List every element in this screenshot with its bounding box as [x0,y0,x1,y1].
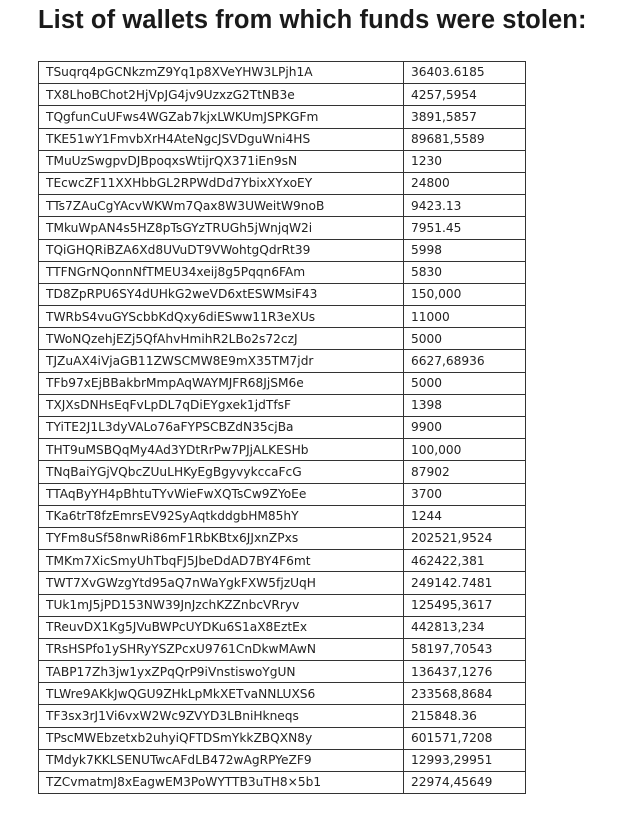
wallet-address-cell: TWRbS4vuGYScbbKdQxy6diESww11R3eXUs [39,306,404,328]
table-row [39,62,526,84]
wallet-amount-cell: 125495,3617 [404,594,526,616]
wallet-address-cell: TKa6trT8fzEmrsEV92SyAqtkddgbHM85hY [39,505,404,527]
wallet-amount-cell: 22974,45649 [404,772,526,794]
wallet-address-cell: TMKm7XicSmyUhTbqFJ5JbeDdAD7BY4F6mt [39,550,404,572]
wallet-amount-cell: 9900 [404,417,526,439]
wallet-address-cell: TNqBaiYGjVQbcZUuLHKyEgBgyvykccaFcG [39,461,404,483]
wallet-amount-cell: 5000 [404,372,526,394]
wallet-amount-cell: 100,000 [404,439,526,461]
wallet-address-cell: TZCvmatmJ8xEagwEM3PoWYTTB3uTH8×5b1 [39,772,404,794]
wallet-address-cell: TYiTE2J1L3dyVALo76aFYPSCBZdN35cjBa [39,417,404,439]
table-row [39,683,526,705]
table-row [39,417,526,439]
wallet-address-cell: TF3sx3rJ1Vi6vxW2Wc9ZVYD3LBniHkneqs [39,705,404,727]
wallet-amount-cell: 89681,5589 [404,128,526,150]
wallet-amount-cell: 442813,234 [404,616,526,638]
wallet-address-cell: TKE51wY1FmvbXrH4AteNgcJSVDguWni4HS [39,128,404,150]
table-row [39,461,526,483]
table-row [39,572,526,594]
wallet-amount-cell: 5000 [404,328,526,350]
wallet-amount-cell: 215848.36 [404,705,526,727]
table-row [39,550,526,572]
wallet-address-cell: TTFNGrNQonnNfTMEU34xeij8g5Pqqn6FAm [39,261,404,283]
wallet-address-cell: TWoNQzehjEZj5QfAhvHmihR2LBo2s72czJ [39,328,404,350]
wallet-amount-cell: 1230 [404,150,526,172]
table-row [39,150,526,172]
table-row [39,283,526,305]
wallet-amount-cell: 233568,8684 [404,683,526,705]
wallet-amount-cell: 36403.6185 [404,62,526,84]
wallet-amount-cell: 24800 [404,172,526,194]
wallet-address-cell: TTAqByYH4pBhtuTYvWieFwXQTsCw9ZYoEe [39,483,404,505]
wallet-address-cell: TEcwcZF11XXHbbGL2RPWdDd7YbixXYxoEY [39,172,404,194]
wallet-amount-cell: 3700 [404,483,526,505]
table-row [39,594,526,616]
wallet-address-cell: TYFm8uSf58nwRi86mF1RbKBtx6JJxnZPxs [39,527,404,549]
wallet-amount-cell: 58197,70543 [404,638,526,660]
table-row [39,239,526,261]
wallet-address-cell: TMdyk7KKLSENUTwcAFdLB472wAgRPYeZF9 [39,749,404,771]
table-row [39,772,526,794]
wallet-address-cell: TABP17Zh3jw1yxZPqQrP9iVnstiswoYgUN [39,661,404,683]
wallet-address-cell: TTs7ZAuCgYAcvWKWm7Qax8W3UWeitW9noB [39,195,404,217]
table-row [39,172,526,194]
table-row [39,106,526,128]
wallet-amount-cell: 136437,1276 [404,661,526,683]
table-row [39,306,526,328]
wallet-address-cell: TWT7XvGWzgYtd95aQ7nWaYgkFXW5fjzUqH [39,572,404,594]
wallets-table-body [39,62,526,794]
wallet-amount-cell: 9423.13 [404,195,526,217]
wallet-address-cell: TQgfunCuUFws4WGZab7kjxLWKUmJSPKGFm [39,106,404,128]
wallet-amount-cell: 150,000 [404,283,526,305]
wallet-amount-cell: 6627,68936 [404,350,526,372]
wallet-address-cell: TLWre9AKkJwQGU9ZHkLpMkXETvaNNLUXS6 [39,683,404,705]
table-row [39,439,526,461]
table-row [39,638,526,660]
table-row [39,394,526,416]
wallet-address-cell: TQiGHQRiBZA6Xd8UVuDT9VWohtgQdrRt39 [39,239,404,261]
wallet-address-cell: TMkuWpAN4s5HZ8pTsGYzTRUGh5jWnjqW2i [39,217,404,239]
table-row [39,217,526,239]
wallet-amount-cell: 1398 [404,394,526,416]
table-row [39,505,526,527]
table-row [39,350,526,372]
wallet-amount-cell: 5830 [404,261,526,283]
wallet-address-cell: TMuUzSwgpvDJBpoqxsWtijrQX371iEn9sN [39,150,404,172]
wallet-amount-cell: 4257,5954 [404,84,526,106]
table-row [39,749,526,771]
wallet-amount-cell: 11000 [404,306,526,328]
wallet-address-cell: TJZuAX4iVjaGB11ZWSCMW8E9mX35TM7jdr [39,350,404,372]
table-row [39,84,526,106]
wallet-amount-cell: 462422,381 [404,550,526,572]
table-row [39,261,526,283]
wallet-amount-cell: 5998 [404,239,526,261]
table-row [39,128,526,150]
wallet-address-cell: THT9uMSBQqMy4Ad3YDtRrPw7PJjALKESHb [39,439,404,461]
wallet-address-cell: TD8ZpRPU6SY4dUHkG2weVD6xtESWMsiF43 [39,283,404,305]
table-row [39,195,526,217]
table-row [39,372,526,394]
wallet-amount-cell: 249142.7481 [404,572,526,594]
table-row [39,705,526,727]
wallet-address-cell: TRsHSPfo1ySHRyYSZPcxU9761CnDkwMAwN [39,638,404,660]
wallet-amount-cell: 601571,7208 [404,727,526,749]
wallet-amount-cell: 87902 [404,461,526,483]
page-title: List of wallets from which funds were stolen: [38,6,587,34]
wallet-address-cell: TSuqrq4pGCNkzmZ9Yq1p8XVeYHW3LPjh1A [39,62,404,84]
wallets-table [38,61,526,794]
wallet-address-cell: TFb97xEjBBakbrMmpAqWAYMJFR68JjSM6e [39,372,404,394]
table-row [39,661,526,683]
wallet-amount-cell: 202521,9524 [404,527,526,549]
table-row [39,328,526,350]
wallet-amount-cell: 3891,5857 [404,106,526,128]
table-row [39,483,526,505]
wallet-address-cell: TReuvDX1Kg5JVuBWPcUYDKu6S1aX8EztEx [39,616,404,638]
table-row [39,527,526,549]
wallet-address-cell: TPscMWEbzetxb2uhyiQFTDSmYkkZBQXN8y [39,727,404,749]
table-row [39,727,526,749]
wallet-address-cell: TUk1mJ5jPD153NW39JnJzchKZZnbcVRryv [39,594,404,616]
wallet-amount-cell: 12993,29951 [404,749,526,771]
wallet-address-cell: TXJXsDNHsEqFvLpDL7qDiEYgxek1jdTfsF [39,394,404,416]
wallet-amount-cell: 1244 [404,505,526,527]
wallet-amount-cell: 7951.45 [404,217,526,239]
wallet-address-cell: TX8LhoBChot2HjVpJG4jv9UzxzG2TtNB3e [39,84,404,106]
table-row [39,616,526,638]
